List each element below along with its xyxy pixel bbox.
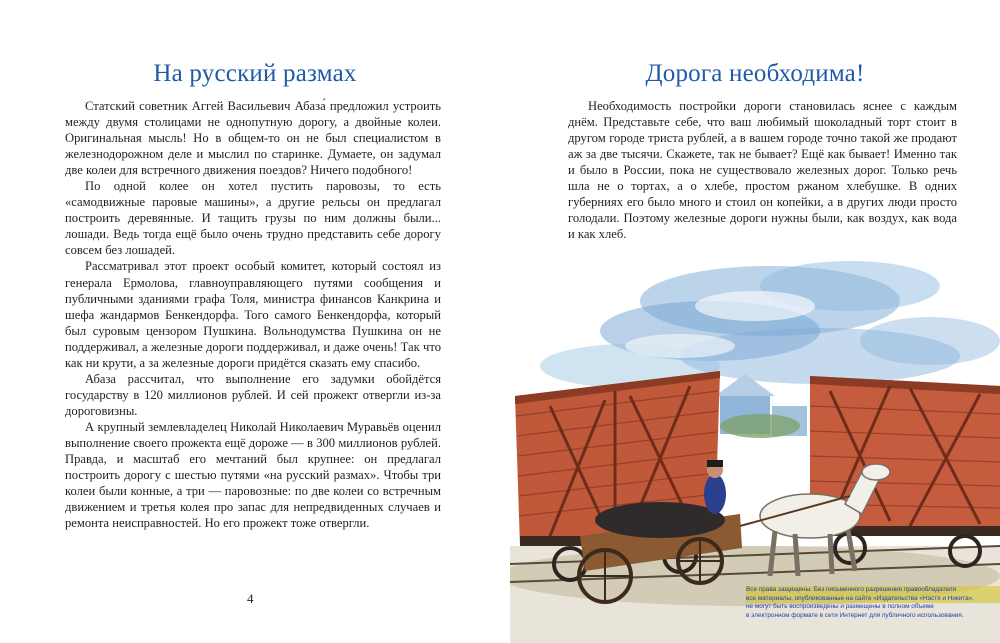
left-paragraph: Статский советник Аггей Васильевич Абаза́ предложил устроить между двумя столицами не однопутную дорогу, а двойные колеи. Оригинальная мысль! Но в общем-то он не был специалистом в железнодорожном деле и мыслил по старинке. Думаете, он задумал две колеи для встречного движения поездов? Ничего подобного! xyxy=(65,99,441,178)
right-wagon xyxy=(810,376,1000,566)
left-paragraph: Абаза рассчитал, что выполнение его задумки обойдётся государству в 120 миллионов рублей. И сей прожект отвергли из-за дороговизны. xyxy=(65,371,441,418)
right-body-text xyxy=(568,98,957,242)
background-houses xyxy=(715,374,807,438)
watermark-line: не могут быть воспроизведены и размещены в полном объеме xyxy=(746,603,934,611)
watermark-line: в электронном формате в сети Интернет для публичного использования. xyxy=(746,611,964,619)
sky-clouds xyxy=(540,261,1000,388)
page-number: 4 xyxy=(247,591,254,606)
right-paragraph: Необходимость постройки дороги становилась яснее с каждым днём. Представьте себе, что ваш любимый шоколадный торт стоит в другом городе триста рублей, а в вашем городе точно такой же продают аж за две тысячи. Скажете, так не бывает? Ещё как бывает! Именно так и было в России, пока не существовало железных дорог. Только речь шла не о тортах, а о хлебе, простом ржаном хлебушке. В одних губерниях его было много и стоил он копейки, а в других люди просто голодали. Поэтому железные дороги нужны были, как воздух, как вода и как хлеб. xyxy=(568,99,957,242)
left-paragraph: Рассматривал этот проект особый комитет, который состоял из генерала Ермолова, главноуправляющего путями сообщения и публичными зданиями графа Толя, министра финансов Канкрина и шефа жандармов Бенкендорфа. Того самого Бенкендорфа, который был суровым цензором Пушкина. Вольнодумства Пушкина он не поддерживал, а железные дороги поддерживал, и даже очень! Так что как ни крути, а за железные дороги придётся сказать ему спасибо. xyxy=(65,259,441,370)
left-page-title: На русский размах xyxy=(153,60,357,87)
watermark-line: все материалы, опубликованные на сайте «Издательства «Настя и Никита», xyxy=(746,595,1000,604)
left-paragraph: А крупный землевладелец Николай Николаевич Муравьёв оценил выполнение своего прожекта ещё дороже — в 300 миллионов рублей. Правда, и масштаб его мечтаний был крупнее: он предлагал построить дорогу с шестью путями «на русский размах». Чтобы три колеи были конные, а три — паровозные: по две колеи со встречным движением и третья колея про запас для непредвиденных случаев и ремонта неисправностей. Но его прожект тоже отвергли. xyxy=(65,419,441,531)
right-page-title: Дорога необходима! xyxy=(645,60,865,87)
watermark-line: Все права защищены. Без письменного разрешения правообладателя xyxy=(746,586,1000,595)
copyright-watermark xyxy=(746,586,1000,620)
right-page xyxy=(500,0,1000,643)
left-paragraph: По одной колее он хотел пустить паровозы, то есть «самодвижные паровые машины», а другие рельсы он предлагал построить деревянные. И тащить грузы по ним должны были... лошади. Ведь тогда ещё было очень трудно представить себе дорогу совсем без лошадей. xyxy=(65,179,441,258)
train-wagons-illustration xyxy=(510,246,1000,643)
left-body-text xyxy=(65,98,441,531)
